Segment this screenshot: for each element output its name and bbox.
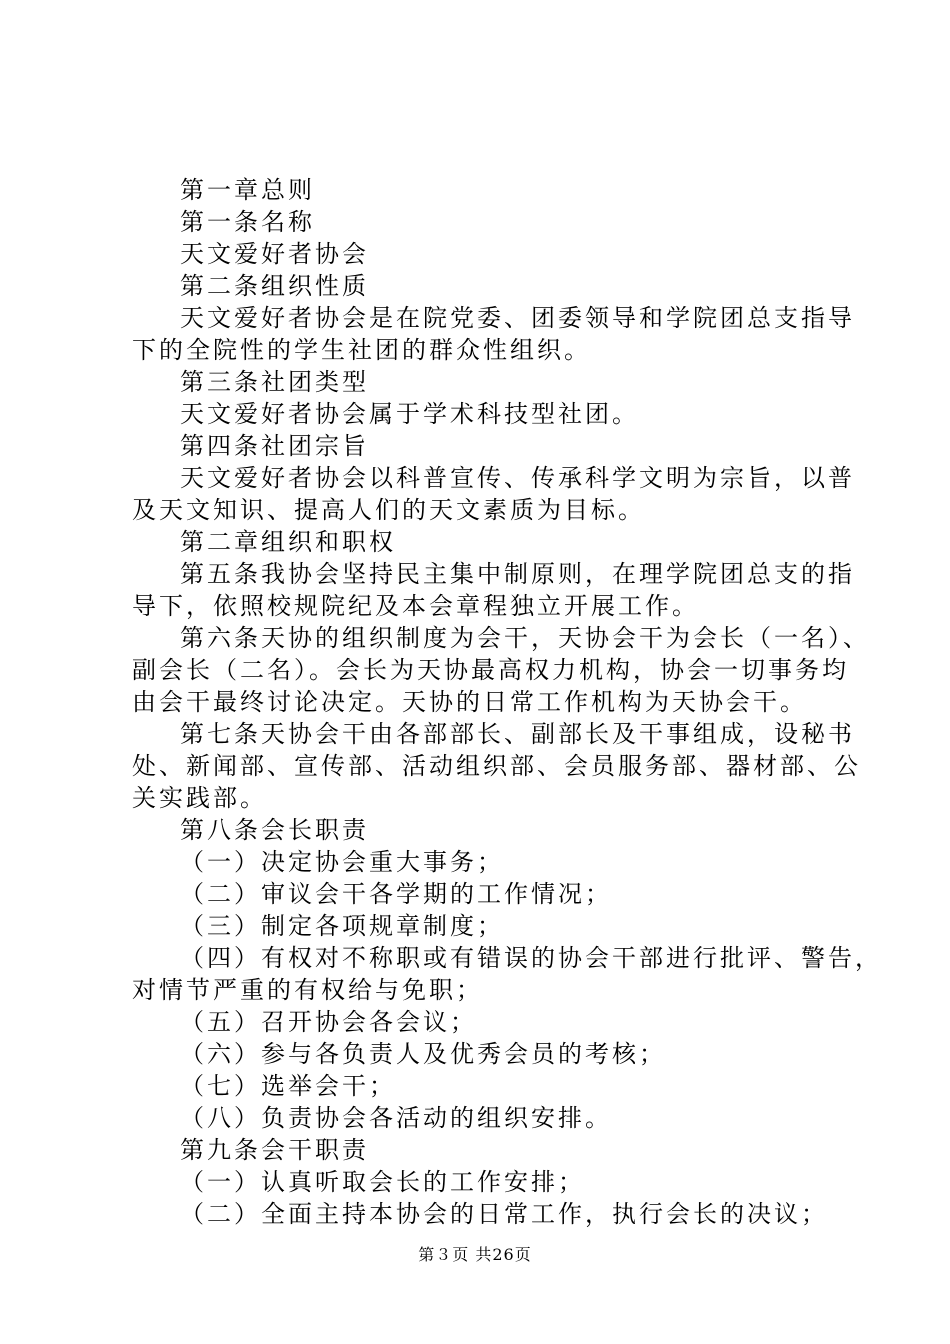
paragraph-line: 导下，依照校规院纪及本会章程独立开展工作。 xyxy=(132,592,699,620)
article-heading: 第九条会干职责 xyxy=(180,1136,369,1164)
paragraph-line: 由会干最终讨论决定。天协的日常工作机构为天协会干。 xyxy=(132,688,807,716)
list-item: （一）认真听取会长的工作安排； xyxy=(180,1168,585,1196)
list-item: （七）选举会干； xyxy=(180,1072,396,1100)
paragraph-line: 第六条天协的组织制度为会干，天协会干为会长（一名）、 xyxy=(180,624,870,652)
paragraph-line: 关实践部。 xyxy=(132,784,267,812)
chapter-heading: 第二章组织和职权 xyxy=(180,528,396,556)
paragraph-line: 副会长（二名）。会长为天协最高权力机构，协会一切事务均 xyxy=(132,656,849,684)
paragraph-line: 天文爱好者协会属于学术科技型社团。 xyxy=(180,400,639,428)
paragraph-line: 天文爱好者协会 xyxy=(180,240,369,268)
paragraph-line: 下的全院性的学生社团的群众性组织。 xyxy=(132,336,591,364)
list-item: （五）召开协会各会议； xyxy=(180,1008,477,1036)
article-heading: 第八条会长职责 xyxy=(180,816,369,844)
paragraph-line: 天文爱好者协会以科普宣传、传承科学文明为宗旨，以普 xyxy=(180,464,855,492)
paragraph-line: 第七条天协会干由各部部长、副部长及干事组成，设秘书 xyxy=(180,720,855,748)
page-footer: 第３页 共26页 xyxy=(418,1245,532,1264)
list-item: （四）有权对不称职或有错误的协会干部进行批评、警告， xyxy=(180,944,882,972)
article-heading: 第四条社团宗旨 xyxy=(180,432,369,460)
paragraph-line: 处、新闻部、宣传部、活动组织部、会员服务部、器材部、公 xyxy=(132,752,861,780)
paragraph-line: 天文爱好者协会是在院党委、团委领导和学院团总支指导 xyxy=(180,304,855,332)
list-item-continuation: 对情节严重的有权给与免职； xyxy=(132,976,483,1004)
paragraph-line: 第五条我协会坚持民主集中制原则，在理学院团总支的指 xyxy=(180,560,855,588)
article-heading: 第一条名称 xyxy=(180,208,315,236)
article-heading: 第三条社团类型 xyxy=(180,368,369,396)
chapter-heading: 第一章总则 xyxy=(180,176,315,204)
article-heading: 第二条组织性质 xyxy=(180,272,369,300)
list-item: （一）决定协会重大事务； xyxy=(180,848,504,876)
list-item: （二）审议会干各学期的工作情况； xyxy=(180,880,612,908)
list-item: （八）负责协会各活动的组织安排。 xyxy=(180,1104,612,1132)
paragraph-line: 及天文知识、提高人们的天文素质为目标。 xyxy=(132,496,645,524)
list-item: （三）制定各项规章制度； xyxy=(180,912,504,940)
document-body xyxy=(132,174,882,1230)
list-item: （六）参与各负责人及优秀会员的考核； xyxy=(180,1040,666,1068)
list-item: （二）全面主持本协会的日常工作，执行会长的决议； xyxy=(180,1200,828,1228)
